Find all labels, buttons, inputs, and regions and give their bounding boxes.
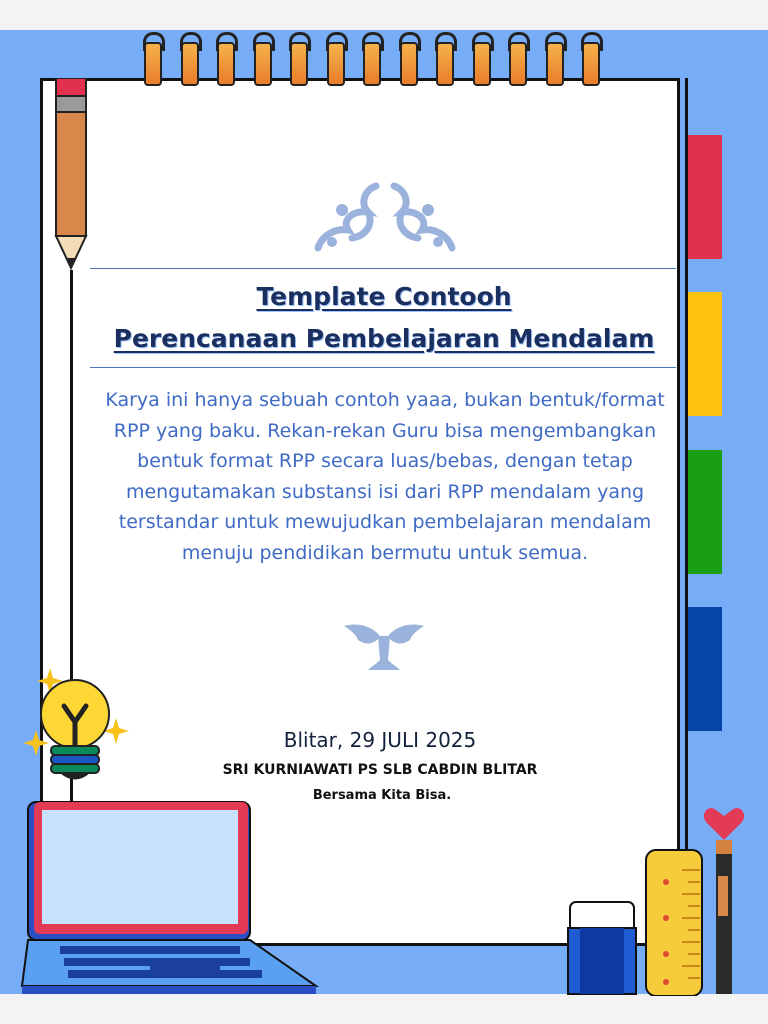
spiral-ring-icon — [542, 28, 564, 86]
spiral-ring-icon — [177, 28, 199, 86]
divider-bottom — [90, 367, 676, 368]
heart-pencil-icon — [702, 806, 746, 996]
eraser-icon — [566, 900, 638, 996]
spiral-ring-icon — [359, 28, 381, 86]
spiral-ring-icon — [213, 28, 235, 86]
spiral-ring-icon — [140, 28, 162, 86]
spiral-ring-icon — [250, 28, 272, 86]
author-name: SRI KURNIAWATI PS SLB CABDIN BLITAR — [222, 762, 538, 778]
tab-red — [688, 135, 722, 259]
flourish-ornament-icon — [342, 620, 426, 672]
description-text: Karya ini hanya sebuah contoh yaaa, bukan bentuk/format RPP yang baku. Rekan-rekan Guru bisa mengembangkan bentuk format RPP secara luas/bebas, dengan tetap mengutamakan substansi isi dari RPP mendalam yang terstandar untuk mewujudkan pembelajaran mendalam menuju pendidikan bermutu untuk semua. — [105, 389, 665, 564]
lightbulb-icon — [20, 666, 130, 786]
spiral-ring-icon — [323, 28, 345, 86]
spiral-ring-icon — [505, 28, 527, 86]
laptop-icon — [20, 798, 320, 998]
place-date: Blitar, 29 JULI 2025 — [283, 728, 477, 752]
spiral-ring-icon — [396, 28, 418, 86]
page-title-line1: Template Contooh — [256, 282, 512, 311]
spiral-binding — [140, 28, 600, 86]
spiral-ring-icon — [286, 28, 308, 86]
tab-yellow — [688, 292, 722, 416]
tab-green — [688, 450, 722, 574]
spiral-ring-icon — [432, 28, 454, 86]
divider-top — [90, 268, 676, 269]
motto-text: Bersama Kita Bisa. — [312, 788, 452, 803]
spiral-ring-icon — [578, 28, 600, 86]
flourish-ornament-icon — [312, 180, 458, 254]
ruler-icon — [644, 848, 704, 996]
spiral-ring-icon — [469, 28, 491, 86]
tab-blue — [688, 607, 722, 731]
pencil-icon — [54, 78, 88, 278]
page-title-line2: Perencanaan Pembelajaran Mendalam — [113, 324, 655, 353]
